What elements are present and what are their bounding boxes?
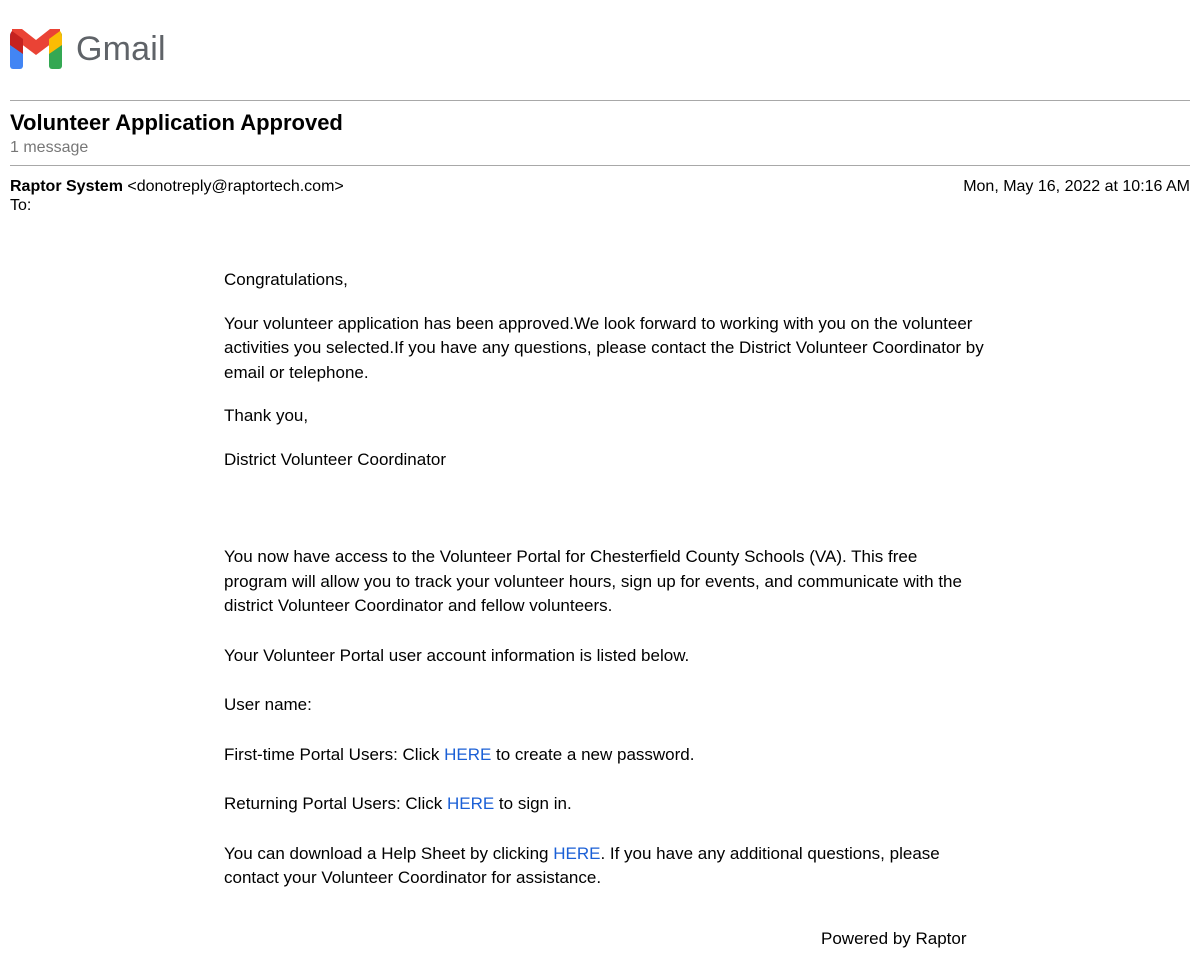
create-password-link[interactable]: HERE [444,744,492,764]
help-sheet-paragraph [224,842,984,891]
powered-by-footer: Powered by Raptor [821,929,967,948]
help-prefix: You can download a Help Sheet by clicking [224,843,554,863]
thanks-paragraph: Thank you, [224,406,309,425]
portal-access-paragraph: You now have access to the Volunteer Portal for Chesterfield County Schools (VA). This free program will allow you to track your volunteer hours, sign up for events, and communicate with the district Volunteer Coordinator and fellow volunteers. [224,547,962,615]
gmail-logo-text: Gmail [76,30,166,68]
subject-divider [10,165,1190,166]
message-date: Mon, May 16, 2022 at 10:16 AM [963,178,1190,195]
signature-paragraph: District Volunteer Coordinator [224,449,447,469]
returning-suffix: to sign in. [494,794,572,813]
account-info-paragraph: Your Volunteer Portal user account information is listed below. [224,645,690,665]
first-time-suffix: to create a new password. [491,744,695,764]
message-count: 1 message [10,139,89,156]
sender-name: Raptor System [10,178,123,195]
header-divider [10,100,1190,101]
sender-line [10,177,344,196]
returning-paragraph [224,792,984,817]
sign-in-link[interactable]: HERE [446,794,495,813]
approval-paragraph: Your volunteer application has been approved.We look forward to working with you on the volunteer activities you selected.If you have any questions, please contact the District Volunteer Coordinator by email or telephone. [224,313,984,382]
recipient-label: To: [10,197,32,214]
email-body [224,268,984,891]
gmail-logo[interactable] [10,28,166,70]
help-suffix: . If you have any additional questions, please contact your Volunteer Coordinator for assistance. [224,843,940,887]
first-time-paragraph [224,743,984,768]
gmail-m-icon [10,29,62,69]
first-time-prefix: First-time Portal Users: Click [224,744,445,764]
help-sheet-link[interactable]: HERE [553,843,601,863]
returning-prefix: Returning Portal Users: Click [224,794,447,813]
greeting-paragraph: Congratulations, [224,270,348,289]
username-label: User name: [224,695,312,714]
thread-subject: Volunteer Application Approved [10,110,343,135]
sender-email: <donotreply@raptortech.com> [127,178,344,195]
